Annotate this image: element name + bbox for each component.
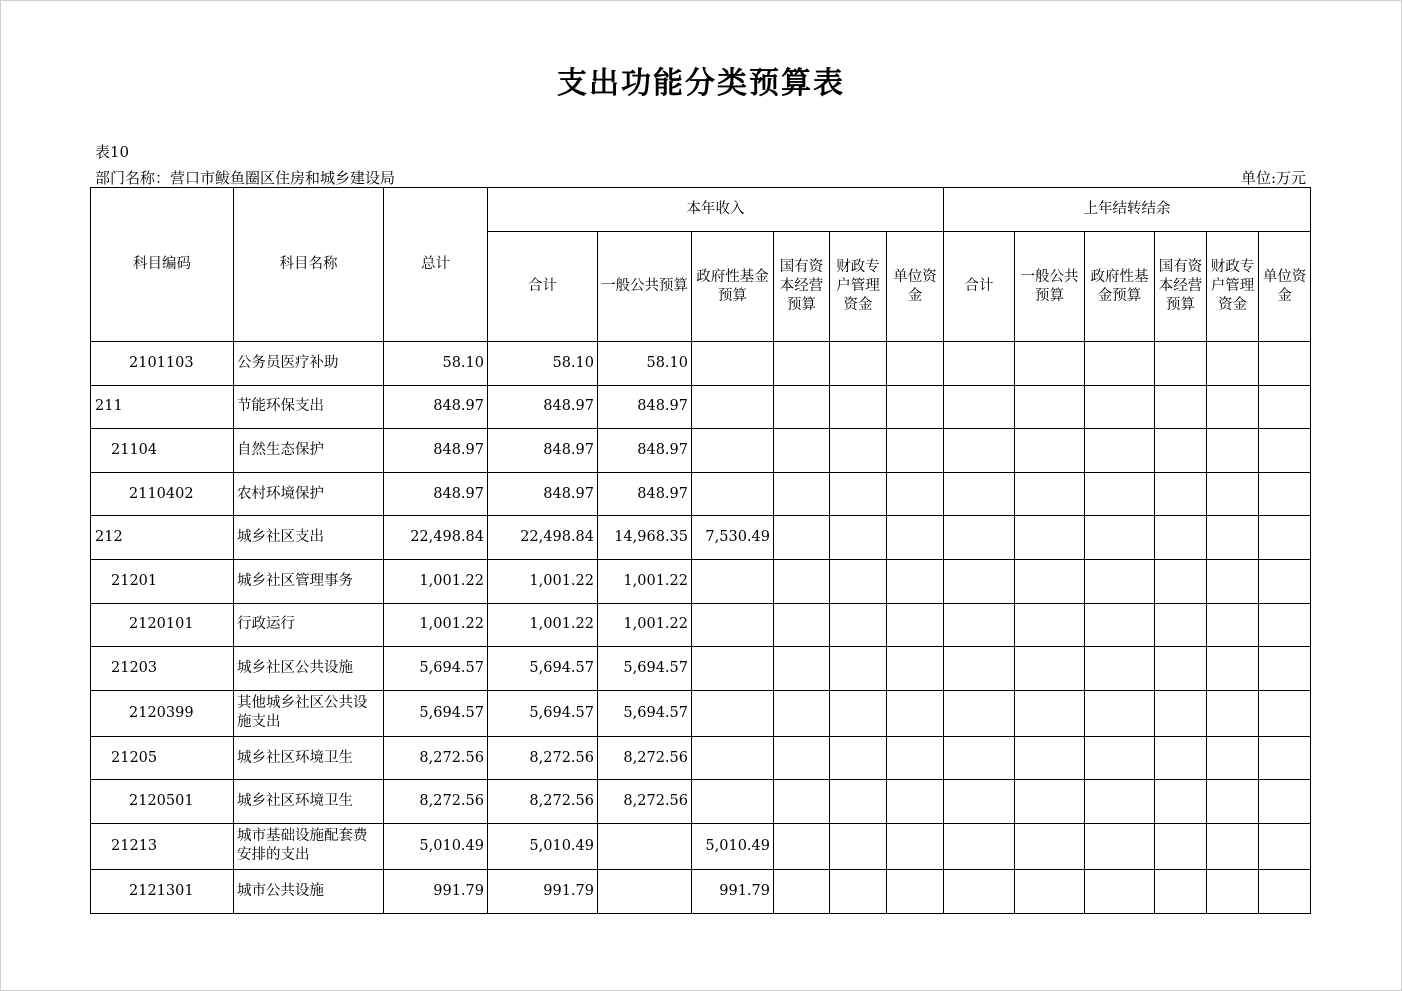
empty-cell xyxy=(1259,647,1311,691)
header-cur-general: 一般公共预算 xyxy=(598,232,692,342)
row-name: 农村环境保护 xyxy=(234,472,384,516)
row-current-gov-fund xyxy=(692,342,774,386)
empty-cell xyxy=(1085,385,1155,429)
empty-cell xyxy=(774,429,830,473)
empty-cell xyxy=(1207,342,1259,386)
row-code: 21205 xyxy=(91,736,234,780)
empty-cell xyxy=(1155,429,1207,473)
row-current-sum: 848.97 xyxy=(488,385,598,429)
row-code: 2120501 xyxy=(91,780,234,824)
row-name: 城乡社区环境卫生 xyxy=(234,736,384,780)
row-current-general xyxy=(598,823,692,869)
header-cur-gov-fund: 政府性基金预算 xyxy=(692,232,774,342)
empty-cell xyxy=(830,603,887,647)
row-name: 城乡社区环境卫生 xyxy=(234,780,384,824)
row-current-gov-fund xyxy=(692,429,774,473)
empty-cell xyxy=(887,869,944,913)
row-current-sum: 22,498.84 xyxy=(488,516,598,560)
empty-cell xyxy=(887,559,944,603)
row-total: 848.97 xyxy=(384,385,488,429)
row-total: 5,694.57 xyxy=(384,647,488,691)
empty-cell xyxy=(887,780,944,824)
row-name: 城市公共设施 xyxy=(234,869,384,913)
row-current-general: 14,968.35 xyxy=(598,516,692,560)
empty-cell xyxy=(1085,516,1155,560)
empty-cell xyxy=(830,869,887,913)
row-total: 848.97 xyxy=(384,472,488,516)
budget-table xyxy=(90,187,1311,914)
empty-cell xyxy=(944,647,1015,691)
table-row xyxy=(91,516,1311,560)
empty-cell xyxy=(1259,472,1311,516)
empty-cell xyxy=(1015,472,1085,516)
empty-cell xyxy=(830,647,887,691)
row-name: 城乡社区管理事务 xyxy=(234,559,384,603)
row-current-gov-fund xyxy=(692,472,774,516)
empty-cell xyxy=(1155,603,1207,647)
row-code: 21213 xyxy=(91,823,234,869)
empty-cell xyxy=(774,559,830,603)
row-current-general: 848.97 xyxy=(598,385,692,429)
row-current-sum: 5,010.49 xyxy=(488,823,598,869)
row-code: 21203 xyxy=(91,647,234,691)
empty-cell xyxy=(944,559,1015,603)
empty-cell xyxy=(774,869,830,913)
header-prev-general: 一般公共预算 xyxy=(1015,232,1085,342)
empty-cell xyxy=(1207,429,1259,473)
row-total: 22,498.84 xyxy=(384,516,488,560)
row-current-gov-fund xyxy=(692,690,774,736)
row-code: 211 xyxy=(91,385,234,429)
row-name: 自然生态保护 xyxy=(234,429,384,473)
empty-cell xyxy=(1015,823,1085,869)
empty-cell xyxy=(944,472,1015,516)
row-total: 5,010.49 xyxy=(384,823,488,869)
empty-cell xyxy=(830,823,887,869)
row-current-gov-fund: 7,530.49 xyxy=(692,516,774,560)
empty-cell xyxy=(1207,603,1259,647)
empty-cell xyxy=(1259,736,1311,780)
empty-cell xyxy=(1015,342,1085,386)
row-current-general: 8,272.56 xyxy=(598,780,692,824)
empty-cell xyxy=(774,780,830,824)
header-cur-sum: 合计 xyxy=(488,232,598,342)
row-name: 城乡社区支出 xyxy=(234,516,384,560)
empty-cell xyxy=(830,690,887,736)
row-code: 2101103 xyxy=(91,342,234,386)
header-cur-fiscal-special: 财政专户管理资金 xyxy=(830,232,887,342)
empty-cell xyxy=(1207,516,1259,560)
table-row xyxy=(91,690,1311,736)
unit-label: 单位:万元 xyxy=(1240,169,1306,187)
empty-cell xyxy=(1085,780,1155,824)
empty-cell xyxy=(944,429,1015,473)
row-code: 21104 xyxy=(91,429,234,473)
row-current-general: 1,001.22 xyxy=(598,603,692,647)
empty-cell xyxy=(1085,823,1155,869)
row-current-general: 1,001.22 xyxy=(598,559,692,603)
empty-cell xyxy=(944,385,1015,429)
row-total: 991.79 xyxy=(384,869,488,913)
empty-cell xyxy=(830,429,887,473)
empty-cell xyxy=(1085,342,1155,386)
empty-cell xyxy=(1085,647,1155,691)
empty-cell xyxy=(887,472,944,516)
header-prev-unit-fund: 单位资金 xyxy=(1259,232,1311,342)
empty-cell xyxy=(1207,823,1259,869)
header-current-year: 本年收入 xyxy=(488,188,944,232)
header-total: 总计 xyxy=(384,188,488,342)
empty-cell xyxy=(1155,342,1207,386)
header-cur-unit-fund: 单位资金 xyxy=(887,232,944,342)
table-row xyxy=(91,559,1311,603)
empty-cell xyxy=(774,736,830,780)
empty-cell xyxy=(944,516,1015,560)
empty-cell xyxy=(1015,736,1085,780)
empty-cell xyxy=(887,516,944,560)
empty-cell xyxy=(1207,736,1259,780)
empty-cell xyxy=(1015,869,1085,913)
empty-cell xyxy=(1085,690,1155,736)
empty-cell xyxy=(1207,647,1259,691)
row-name: 其他城乡社区公共设施支出 xyxy=(234,690,384,736)
empty-cell xyxy=(944,342,1015,386)
empty-cell xyxy=(1155,869,1207,913)
row-current-general: 848.97 xyxy=(598,429,692,473)
row-current-gov-fund xyxy=(692,559,774,603)
row-code: 21201 xyxy=(91,559,234,603)
empty-cell xyxy=(1085,429,1155,473)
table-row xyxy=(91,823,1311,869)
row-current-sum: 991.79 xyxy=(488,869,598,913)
empty-cell xyxy=(1259,823,1311,869)
empty-cell xyxy=(1155,736,1207,780)
row-total: 5,694.57 xyxy=(384,690,488,736)
row-current-gov-fund xyxy=(692,780,774,824)
empty-cell xyxy=(774,647,830,691)
empty-cell xyxy=(830,472,887,516)
header-prev-sum: 合计 xyxy=(944,232,1015,342)
header-prev-gov-fund: 政府性基金预算 xyxy=(1085,232,1155,342)
empty-cell xyxy=(1207,559,1259,603)
row-current-sum: 58.10 xyxy=(488,342,598,386)
empty-cell xyxy=(944,869,1015,913)
empty-cell xyxy=(887,823,944,869)
empty-cell xyxy=(887,647,944,691)
row-current-general: 848.97 xyxy=(598,472,692,516)
header-code: 科目编码 xyxy=(91,188,234,342)
empty-cell xyxy=(1155,472,1207,516)
empty-cell xyxy=(1015,647,1085,691)
empty-cell xyxy=(1085,472,1155,516)
row-name: 公务员医疗补助 xyxy=(234,342,384,386)
empty-cell xyxy=(774,516,830,560)
table-row xyxy=(91,472,1311,516)
row-name: 节能环保支出 xyxy=(234,385,384,429)
empty-cell xyxy=(1155,516,1207,560)
row-current-gov-fund xyxy=(692,736,774,780)
empty-cell xyxy=(944,736,1015,780)
row-total: 8,272.56 xyxy=(384,780,488,824)
empty-cell xyxy=(887,603,944,647)
empty-cell xyxy=(1085,603,1155,647)
row-code: 2110402 xyxy=(91,472,234,516)
table-row xyxy=(91,385,1311,429)
empty-cell xyxy=(1085,559,1155,603)
empty-cell xyxy=(1207,690,1259,736)
empty-cell xyxy=(830,516,887,560)
row-current-gov-fund: 991.79 xyxy=(692,869,774,913)
empty-cell xyxy=(1207,780,1259,824)
empty-cell xyxy=(1015,780,1085,824)
empty-cell xyxy=(887,385,944,429)
row-current-sum: 8,272.56 xyxy=(488,736,598,780)
row-name: 行政运行 xyxy=(234,603,384,647)
row-current-general: 5,694.57 xyxy=(598,690,692,736)
empty-cell xyxy=(1015,690,1085,736)
empty-cell xyxy=(830,780,887,824)
table-row xyxy=(91,780,1311,824)
row-current-gov-fund xyxy=(692,647,774,691)
table-row xyxy=(91,603,1311,647)
empty-cell xyxy=(1207,869,1259,913)
table-row xyxy=(91,647,1311,691)
empty-cell xyxy=(1085,736,1155,780)
empty-cell xyxy=(887,690,944,736)
empty-cell xyxy=(1259,869,1311,913)
row-code: 2120399 xyxy=(91,690,234,736)
empty-cell xyxy=(1085,869,1155,913)
row-name: 城市基础设施配套费安排的支出 xyxy=(234,823,384,869)
empty-cell xyxy=(944,780,1015,824)
empty-cell xyxy=(1259,385,1311,429)
empty-cell xyxy=(1015,559,1085,603)
empty-cell xyxy=(887,342,944,386)
page-title: 支出功能分类预算表 xyxy=(557,66,845,101)
row-current-sum: 5,694.57 xyxy=(488,690,598,736)
row-total: 848.97 xyxy=(384,429,488,473)
row-current-sum: 5,694.57 xyxy=(488,647,598,691)
row-code: 2120101 xyxy=(91,603,234,647)
empty-cell xyxy=(944,823,1015,869)
table-number: 表10 xyxy=(95,143,130,161)
row-current-sum: 1,001.22 xyxy=(488,559,598,603)
empty-cell xyxy=(1259,780,1311,824)
empty-cell xyxy=(1155,647,1207,691)
row-current-gov-fund: 5,010.49 xyxy=(692,823,774,869)
empty-cell xyxy=(1207,472,1259,516)
table-row xyxy=(91,429,1311,473)
empty-cell xyxy=(774,385,830,429)
empty-cell xyxy=(774,690,830,736)
empty-cell xyxy=(1207,385,1259,429)
empty-cell xyxy=(1259,429,1311,473)
department-name: 部门名称：营口市鲅鱼圈区住房和城乡建设局 xyxy=(95,169,396,187)
empty-cell xyxy=(1259,690,1311,736)
empty-cell xyxy=(887,429,944,473)
header-cur-state-capital: 国有资本经营预算 xyxy=(774,232,830,342)
row-current-sum: 848.97 xyxy=(488,472,598,516)
header-prev-year: 上年结转结余 xyxy=(944,188,1311,232)
empty-cell xyxy=(1259,559,1311,603)
empty-cell xyxy=(1155,385,1207,429)
row-code: 212 xyxy=(91,516,234,560)
empty-cell xyxy=(1155,823,1207,869)
empty-cell xyxy=(944,690,1015,736)
row-current-gov-fund xyxy=(692,385,774,429)
row-current-general: 5,694.57 xyxy=(598,647,692,691)
header-name: 科目名称 xyxy=(234,188,384,342)
empty-cell xyxy=(1259,603,1311,647)
empty-cell xyxy=(944,603,1015,647)
empty-cell xyxy=(1015,429,1085,473)
empty-cell xyxy=(830,736,887,780)
empty-cell xyxy=(1015,385,1085,429)
row-total: 1,001.22 xyxy=(384,603,488,647)
row-current-sum: 848.97 xyxy=(488,429,598,473)
empty-cell xyxy=(887,736,944,780)
row-total: 8,272.56 xyxy=(384,736,488,780)
header-prev-fiscal-special: 财政专户管理资金 xyxy=(1207,232,1259,342)
row-code: 2121301 xyxy=(91,869,234,913)
table-row xyxy=(91,869,1311,913)
row-total: 58.10 xyxy=(384,342,488,386)
empty-cell xyxy=(830,385,887,429)
row-current-gov-fund xyxy=(692,603,774,647)
row-current-general xyxy=(598,869,692,913)
empty-cell xyxy=(1259,342,1311,386)
empty-cell xyxy=(1155,559,1207,603)
row-current-sum: 1,001.22 xyxy=(488,603,598,647)
table-row xyxy=(91,736,1311,780)
row-current-general: 8,272.56 xyxy=(598,736,692,780)
empty-cell xyxy=(774,823,830,869)
empty-cell xyxy=(1015,516,1085,560)
empty-cell xyxy=(774,472,830,516)
empty-cell xyxy=(774,603,830,647)
empty-cell xyxy=(774,342,830,386)
empty-cell xyxy=(830,559,887,603)
empty-cell xyxy=(1155,690,1207,736)
empty-cell xyxy=(830,342,887,386)
table-row xyxy=(91,342,1311,386)
row-total: 1,001.22 xyxy=(384,559,488,603)
header-prev-state-capital: 国有资本经营预算 xyxy=(1155,232,1207,342)
row-current-general: 58.10 xyxy=(598,342,692,386)
empty-cell xyxy=(1259,516,1311,560)
row-name: 城乡社区公共设施 xyxy=(234,647,384,691)
row-current-sum: 8,272.56 xyxy=(488,780,598,824)
empty-cell xyxy=(1015,603,1085,647)
empty-cell xyxy=(1155,780,1207,824)
